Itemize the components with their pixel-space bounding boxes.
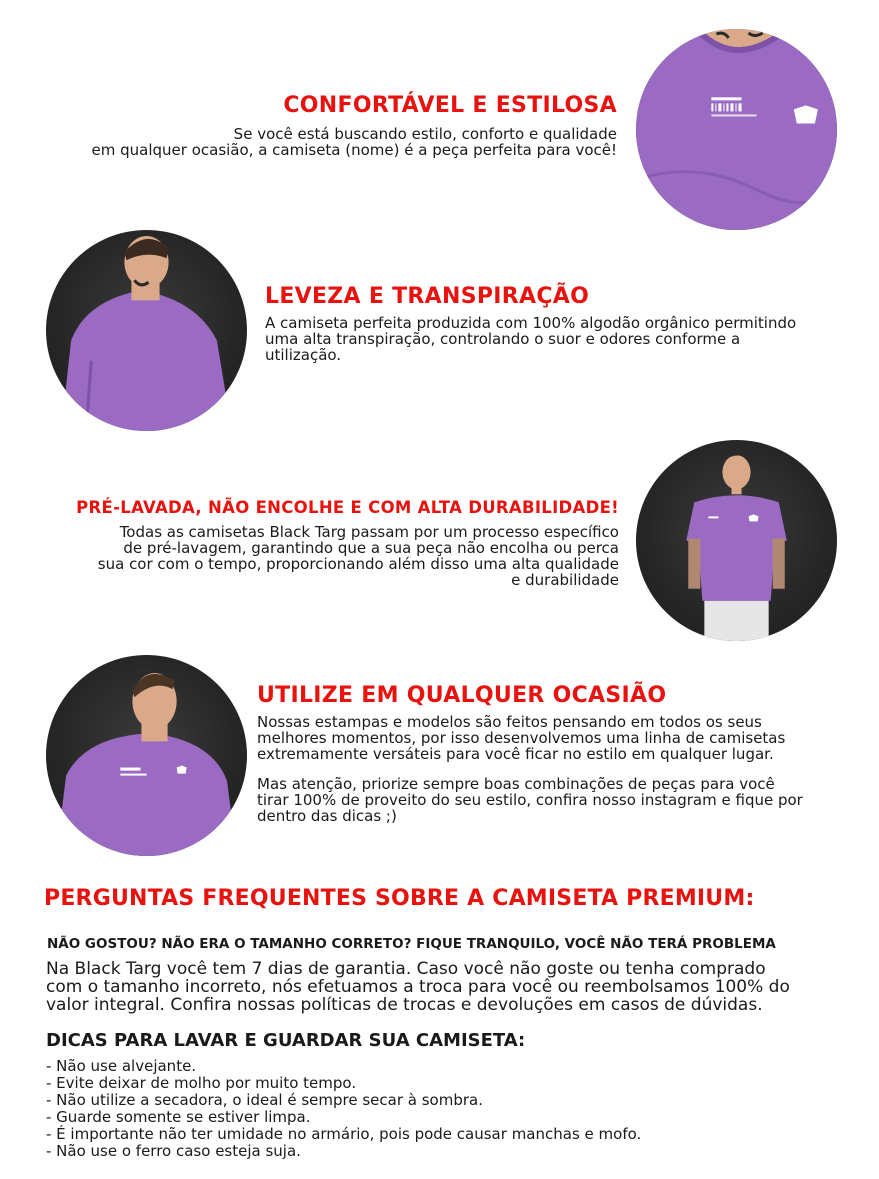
tip-item: - Guarde somente se estiver limpa.	[46, 1108, 311, 1126]
section-4-line: melhores momentos, por isso desenvolvemos uma linha de camisetas	[257, 729, 786, 747]
product-image-front	[636, 440, 837, 641]
section-3-title: PRÉ-LAVADA, NÃO ENCOLHE E COM ALTA DURABILIDADE!	[76, 498, 619, 517]
section-1-text	[92, 126, 617, 158]
section-3-line: Todas as camisetas Black Targ passam por um processo específico	[119, 523, 619, 541]
product-image-closeup	[636, 29, 837, 230]
faq-answer	[46, 960, 790, 1014]
tip-item: - Não use alvejante.	[46, 1057, 197, 1075]
section-4-note-line: Mas atenção, priorize sempre boas combinações de peças para você	[257, 775, 775, 793]
faq-title: PERGUNTAS FREQUENTES SOBRE A CAMISETA PREMIUM:	[44, 886, 755, 911]
section-2-title: LEVEZA E TRANSPIRAÇÃO	[265, 284, 590, 309]
section-4-note-line: dentro das dicas ;)	[257, 807, 397, 825]
tips-title: DICAS PARA LAVAR E GUARDAR SUA CAMISETA:	[46, 1030, 526, 1051]
product-image-side	[46, 655, 247, 856]
section-1-title: CONFORTÁVEL E ESTILOSA	[283, 93, 617, 118]
tip-item: - Não utilize a secadora, o ideal é sempre secar à sombra.	[46, 1091, 483, 1109]
faq-question: NÃO GOSTOU? NÃO ERA O TAMANHO CORRETO? FIQUE TRANQUILO, VOCÊ NÃO TERÁ PROBLEMA	[47, 936, 776, 952]
model-side-illustration	[46, 655, 247, 856]
shirt-closeup-illustration	[636, 29, 837, 230]
section-2-line: A camiseta perfeita produzida com 100% algodão orgânico permitindo	[265, 314, 797, 332]
section-1-line: em qualquer ocasião, a camiseta (nome) é a peça perfeita para você!	[91, 141, 617, 159]
faq-answer-line: com o tamanho incorreto, nós efetuamos a troca para você ou reembolsamos 100% do	[46, 977, 790, 997]
section-1-line: Se você está buscando estilo, conforto e qualidade	[233, 125, 617, 143]
section-4-note-line: tirar 100% de proveito do seu estilo, confira nosso instagram e fique por	[257, 791, 803, 809]
section-2-line: utilização.	[265, 346, 342, 364]
section-4-title: UTILIZE EM QUALQUER OCASIÃO	[257, 683, 667, 708]
section-3-line: sua cor com o tempo, proporcionando além disso uma alta qualidade	[97, 555, 619, 573]
tip-item: - Evite deixar de molho por muito tempo.	[46, 1074, 357, 1092]
model-front-illustration	[636, 440, 837, 641]
faq-answer-line: valor integral. Confira nossas políticas de trocas e devoluções em casos de dúvidas.	[46, 995, 763, 1015]
section-4-line: Nossas estampas e modelos são feitos pensando em todos os seus	[257, 713, 762, 731]
section-3-line: de pré-lavagem, garantindo que a sua peça não encolha ou perca	[123, 539, 619, 557]
section-4-text	[257, 714, 785, 762]
section-4-note	[257, 776, 803, 824]
section-2-text	[265, 315, 796, 363]
tip-item: - É importante não ter umidade no armário, pois pode causar manchas e mofo.	[46, 1125, 642, 1143]
model-back-illustration	[46, 230, 247, 431]
section-2-line: uma alta transpiração, controlando o suor e odores conforme a	[265, 330, 741, 348]
product-image-back	[46, 230, 247, 431]
tip-item: - Não use o ferro caso esteja suja.	[46, 1142, 301, 1160]
section-3-text	[98, 524, 619, 588]
section-4-line: extremamente versáteis para você ficar no estilo em qualquer lugar.	[257, 745, 774, 763]
tips-list	[46, 1058, 641, 1160]
faq-answer-line: Na Black Targ você tem 7 dias de garantia. Caso você não goste ou tenha comprado	[46, 959, 766, 979]
section-3-line: e durabilidade	[511, 571, 619, 589]
